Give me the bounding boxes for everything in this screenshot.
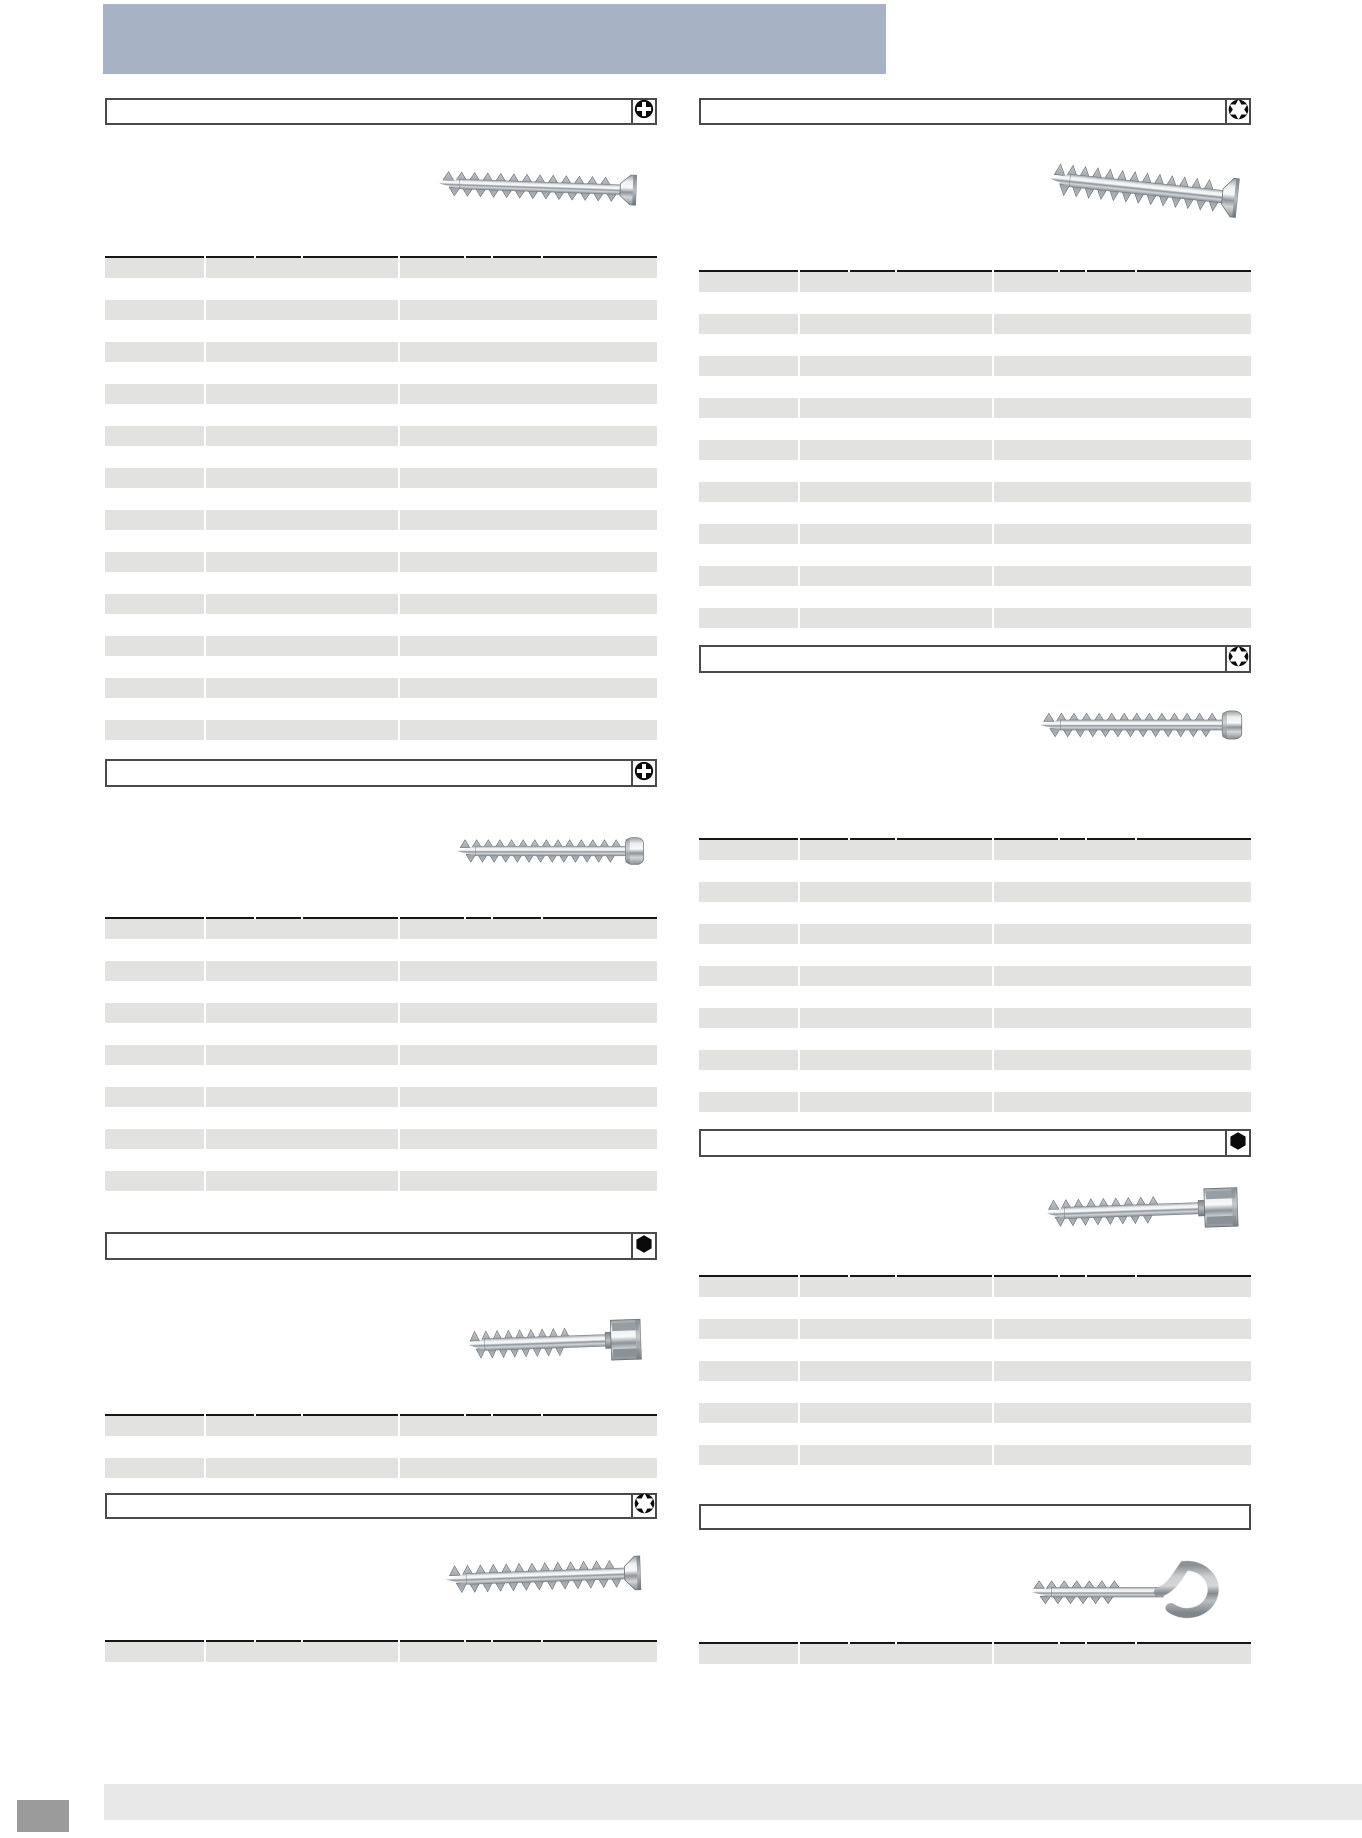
column-separator [992, 1008, 994, 1028]
section-header-bar [699, 645, 1251, 673]
column-separator [798, 272, 800, 292]
column-separator [992, 398, 994, 418]
column-separator [204, 1642, 206, 1662]
hex-lag-screw-image [1044, 1178, 1251, 1241]
column-separator [398, 258, 400, 278]
column-separator [398, 678, 400, 698]
column-separator [798, 1445, 800, 1465]
pan-head-screw-image [455, 827, 653, 875]
column-separator [398, 1045, 400, 1065]
column-separator [992, 272, 994, 292]
column-separator [992, 924, 994, 944]
column-separator [398, 1003, 400, 1023]
hex-icon [1228, 1131, 1248, 1156]
column-separator [798, 840, 800, 860]
section-header-bar [105, 1493, 657, 1519]
column-separator [398, 636, 400, 656]
column-separator [204, 961, 206, 981]
column-separator [204, 1003, 206, 1023]
column-separator [398, 720, 400, 740]
column-separator [992, 524, 994, 544]
column-separator [798, 608, 800, 628]
column-separator [398, 1171, 400, 1191]
column-separator [398, 468, 400, 488]
catalog-section [105, 98, 657, 740]
column-separator [992, 882, 994, 902]
table-row [699, 440, 1251, 460]
column-separator [398, 510, 400, 530]
table-row [105, 1458, 657, 1478]
table-row [699, 840, 1251, 860]
column-separator [798, 566, 800, 586]
table-row [699, 1277, 1251, 1297]
table-row [105, 510, 657, 530]
page-number-block [17, 1800, 69, 1832]
table-row [699, 608, 1251, 628]
section-header-bar [699, 98, 1251, 125]
table-row [105, 1045, 657, 1065]
column-separator [204, 1458, 206, 1478]
table-row [105, 919, 657, 939]
drive-icon-box [1225, 1129, 1251, 1157]
column-separator [992, 1644, 994, 1664]
column-separator [992, 440, 994, 460]
column-separator [992, 1319, 994, 1339]
table-row [699, 1644, 1251, 1664]
column-separator [798, 356, 800, 376]
countersunk-screw-image [443, 1545, 657, 1606]
table-row [699, 1445, 1251, 1465]
column-separator [992, 840, 994, 860]
hex-icon [634, 1234, 654, 1259]
section-header-bar [699, 1129, 1251, 1157]
table-row [105, 961, 657, 981]
column-separator [992, 566, 994, 586]
column-separator [992, 314, 994, 334]
catalog-section [699, 98, 1251, 628]
column-separator [992, 608, 994, 628]
column-separator [204, 720, 206, 740]
column-separator [798, 1008, 800, 1028]
table-row [699, 1319, 1251, 1339]
table-row [699, 1050, 1251, 1070]
column-separator [398, 1416, 400, 1436]
column-separator [204, 636, 206, 656]
catalog-section [699, 1504, 1251, 1664]
table-row [105, 258, 657, 278]
table-row [699, 1092, 1251, 1112]
column-separator [204, 426, 206, 446]
column-separator [798, 1050, 800, 1070]
section-header-bar [699, 1504, 1251, 1530]
table-row [105, 594, 657, 614]
table-row [105, 1171, 657, 1191]
column-separator [398, 594, 400, 614]
table-row [699, 1008, 1251, 1028]
column-separator [204, 552, 206, 572]
table-row [699, 482, 1251, 502]
table-row [699, 524, 1251, 544]
table-row [105, 678, 657, 698]
column-separator [398, 961, 400, 981]
column-separator [398, 1087, 400, 1107]
column-separator [204, 919, 206, 939]
footer-band [104, 1784, 1362, 1820]
column-separator [398, 1129, 400, 1149]
column-separator [398, 384, 400, 404]
table-row [699, 356, 1251, 376]
column-separator [398, 1458, 400, 1478]
drive-icon-box [631, 1232, 657, 1260]
column-separator [398, 300, 400, 320]
section-header-bar [105, 98, 657, 125]
column-separator [398, 552, 400, 572]
column-separator [398, 1642, 400, 1662]
column-separator [204, 510, 206, 530]
column-separator [204, 1129, 206, 1149]
catalog-section [105, 1232, 657, 1478]
torx-icon [634, 1493, 655, 1519]
column-separator [798, 398, 800, 418]
column-separator [398, 919, 400, 939]
table-row [105, 636, 657, 656]
countersunk-screw-image [1045, 147, 1255, 230]
table-row [105, 342, 657, 362]
column-separator [204, 342, 206, 362]
table-row [699, 566, 1251, 586]
table-row [699, 924, 1251, 944]
column-separator [798, 482, 800, 502]
hook-screw-image [1030, 1538, 1252, 1622]
table-row [105, 720, 657, 740]
table-row [105, 552, 657, 572]
table-row [105, 1642, 657, 1662]
drive-icon-box [631, 759, 657, 787]
column-separator [992, 1361, 994, 1381]
column-separator [398, 342, 400, 362]
drive-icon-box [1225, 645, 1251, 673]
table-row [105, 468, 657, 488]
table-row [699, 966, 1251, 986]
section-header-bar [105, 1232, 657, 1260]
column-separator [992, 482, 994, 502]
column-separator [398, 426, 400, 446]
column-separator [798, 314, 800, 334]
table-row [105, 1416, 657, 1436]
table-row [699, 1403, 1251, 1423]
catalog-section [699, 645, 1251, 1112]
column-separator [204, 1171, 206, 1191]
torx-icon [1228, 646, 1249, 672]
countersunk-screw-image [436, 159, 653, 214]
column-separator [798, 440, 800, 460]
drive-icon-box [631, 98, 657, 125]
title-banner [103, 4, 886, 74]
column-separator [798, 1403, 800, 1423]
column-separator [204, 1087, 206, 1107]
pozidriv-icon [634, 761, 654, 786]
column-separator [204, 1416, 206, 1436]
column-separator [798, 1319, 800, 1339]
column-separator [798, 966, 800, 986]
torx-icon [1228, 99, 1249, 125]
column-separator [204, 678, 206, 698]
column-separator [204, 1045, 206, 1065]
table-row [699, 1361, 1251, 1381]
column-separator [992, 356, 994, 376]
table-row [105, 426, 657, 446]
table-row [699, 272, 1251, 292]
column-separator [204, 468, 206, 488]
hex-lag-screw-image [466, 1310, 653, 1374]
table-row [699, 398, 1251, 418]
table-row [699, 882, 1251, 902]
column-separator [992, 1050, 994, 1070]
column-separator [204, 300, 206, 320]
column-separator [992, 1445, 994, 1465]
column-separator [798, 1092, 800, 1112]
pozidriv-icon [634, 99, 654, 124]
catalog-section [105, 759, 657, 1191]
column-separator [204, 594, 206, 614]
catalog-section [699, 1129, 1251, 1465]
drive-icon-box [631, 1493, 657, 1519]
column-separator [798, 1361, 800, 1381]
column-separator [798, 1277, 800, 1297]
table-row [105, 384, 657, 404]
drive-icon-box [1225, 98, 1251, 125]
column-separator [798, 524, 800, 544]
table-row [105, 1129, 657, 1149]
column-separator [798, 924, 800, 944]
column-separator [204, 258, 206, 278]
pan-head-screw-image [1038, 700, 1252, 750]
table-row [105, 1087, 657, 1107]
column-separator [204, 384, 206, 404]
column-separator [992, 966, 994, 986]
table-row [699, 314, 1251, 334]
catalog-section [105, 1493, 657, 1662]
column-separator [992, 1277, 994, 1297]
column-separator [798, 882, 800, 902]
column-separator [798, 1644, 800, 1664]
column-separator [992, 1403, 994, 1423]
column-separator [992, 1092, 994, 1112]
table-row [105, 1003, 657, 1023]
table-row [105, 300, 657, 320]
section-header-bar [105, 759, 657, 787]
